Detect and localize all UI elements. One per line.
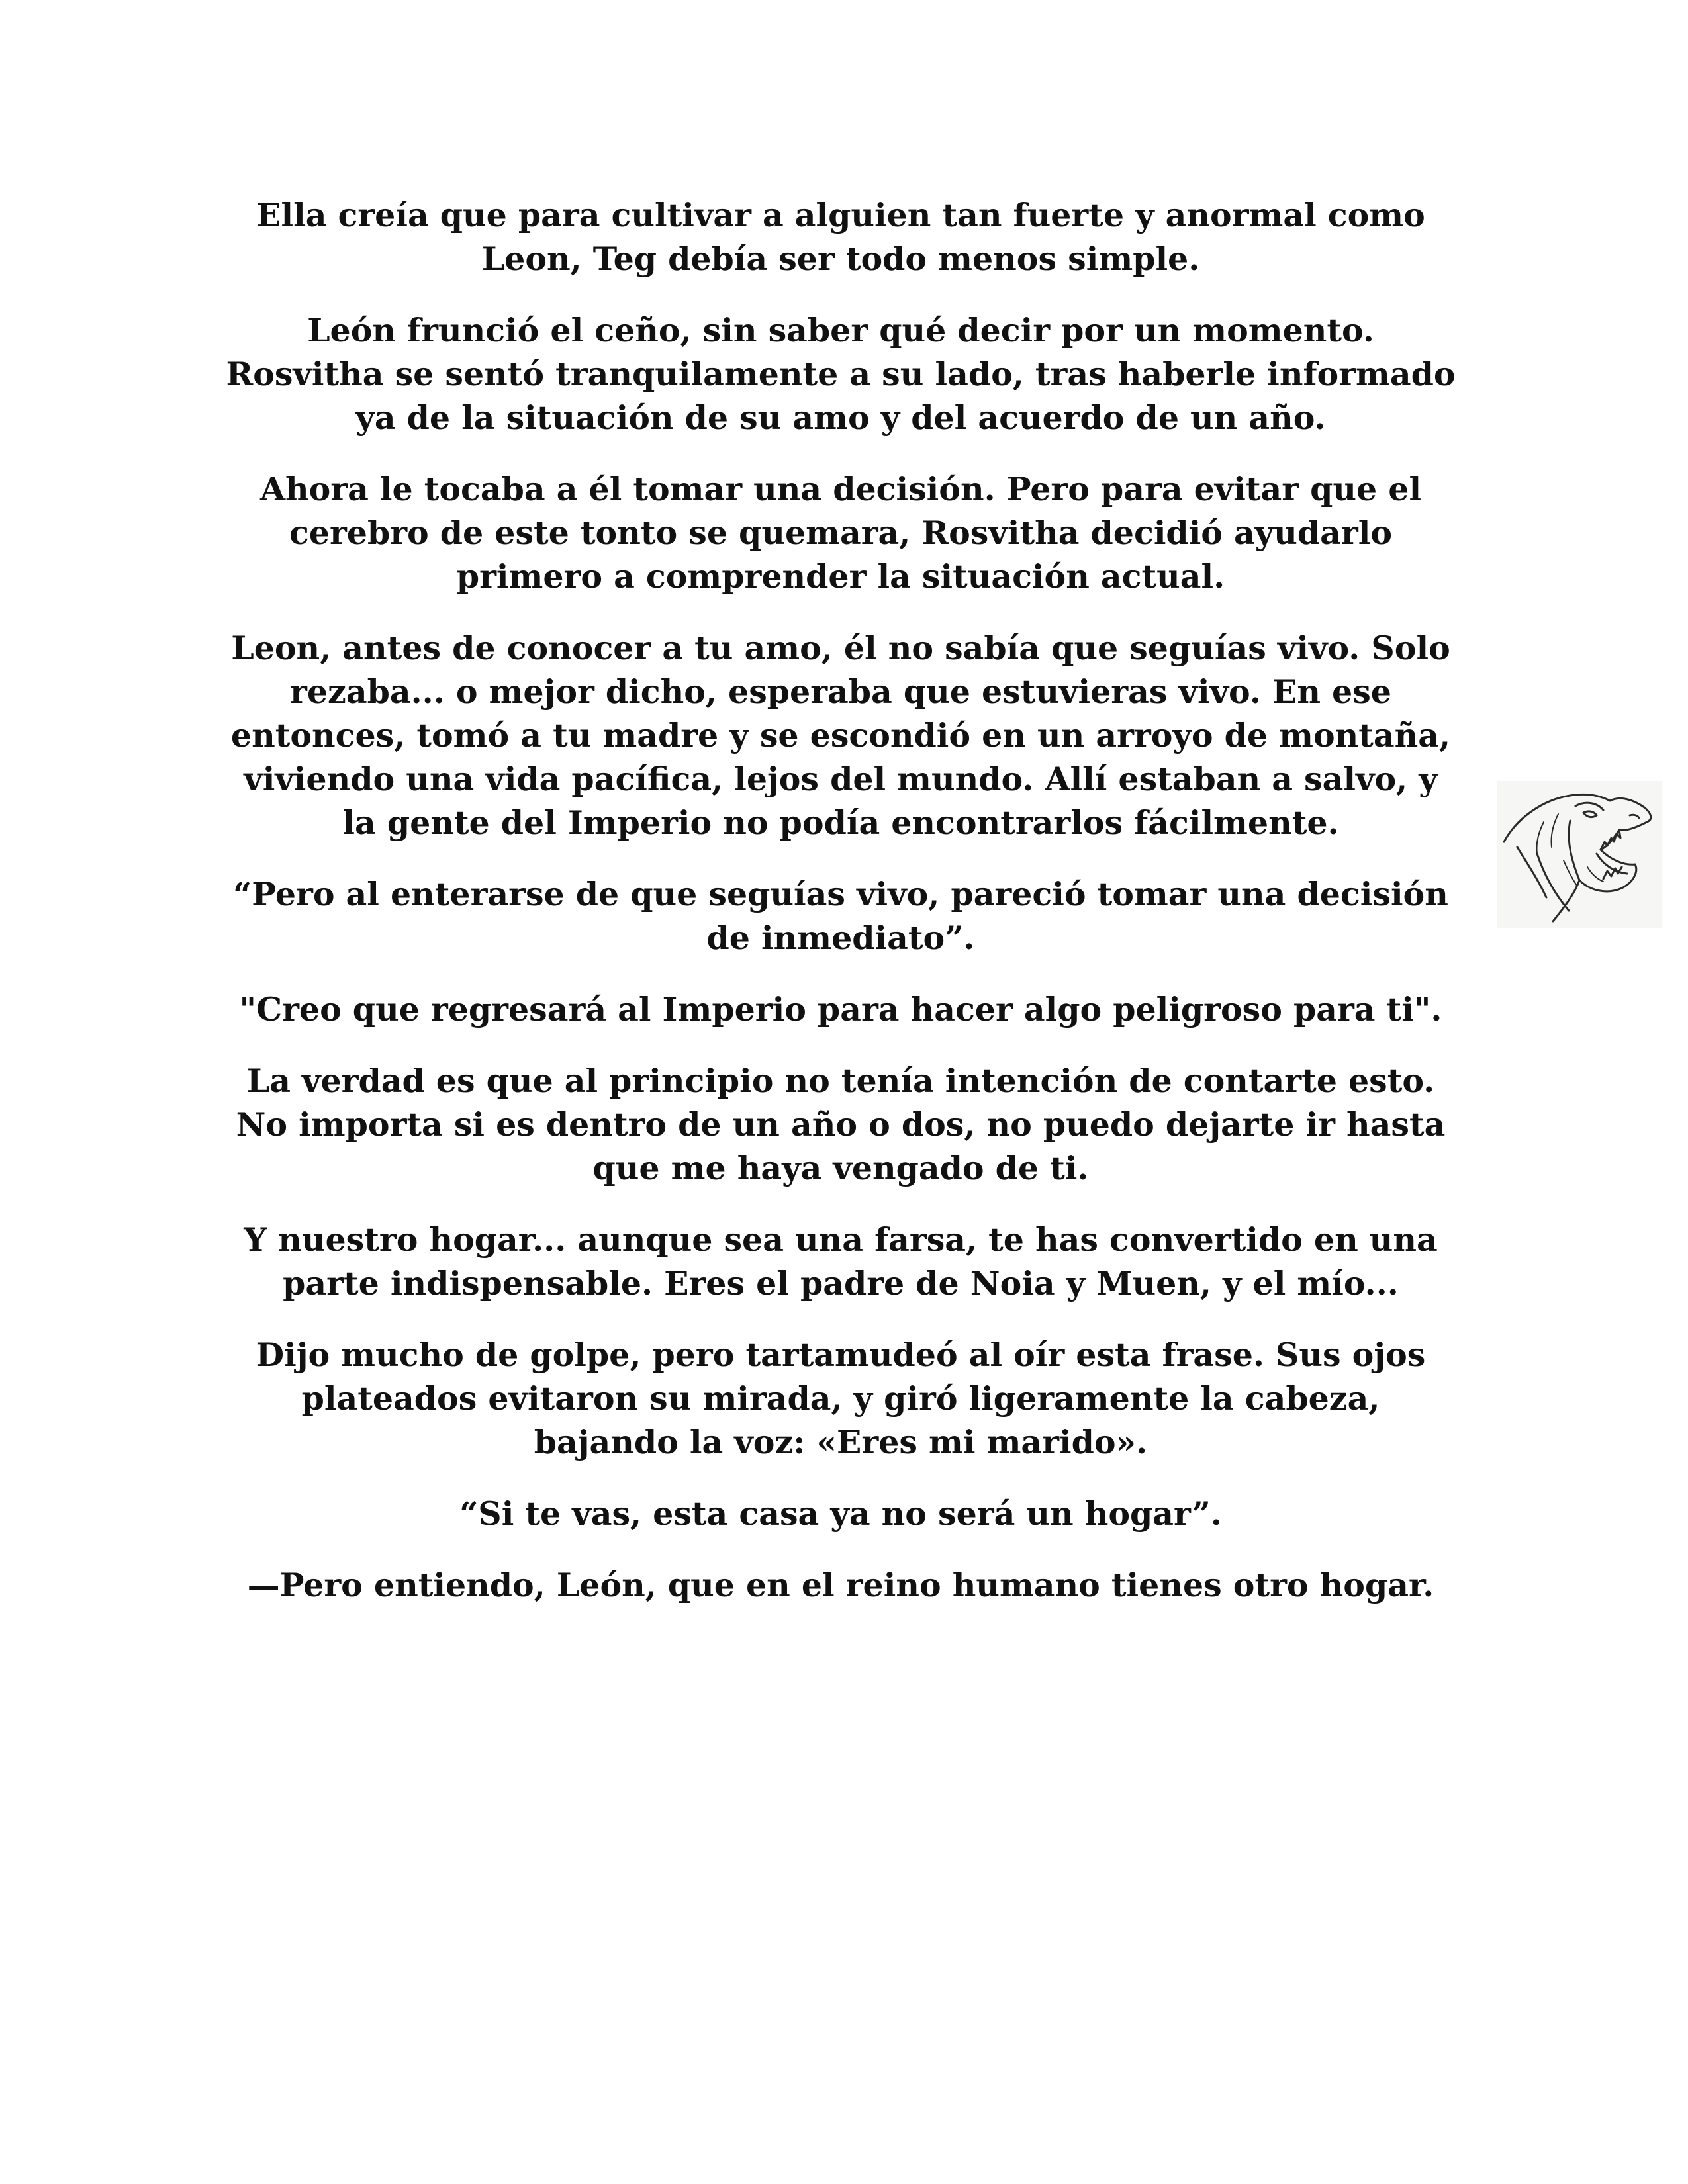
paragraph: —Pero entiendo, León, que en el reino humano tienes otro hogar. bbox=[247, 1566, 1434, 1604]
paragraph: Dijo mucho de golpe, pero tartamudeó al oír esta frase. Sus ojos plateados evitaron su mirada, y giró ligeramente la cabeza, bajando la voz: «Eres mi marido». bbox=[256, 1336, 1426, 1461]
paragraph: “Pero al enterarse de que seguías vivo, pareció tomar una decisión de inmediato”. bbox=[233, 875, 1448, 957]
paragraph: “Si te vas, esta casa ya no será un hogar”. bbox=[459, 1494, 1222, 1533]
paragraph: La verdad es que al principio no tenía intención de contarte esto. No importa si es dentro de un año o dos, no puedo dejarte ir hasta que me haya vengado de ti. bbox=[236, 1062, 1446, 1187]
paragraph: "Creo que regresará al Imperio para hacer algo peligroso para ti". bbox=[239, 990, 1442, 1028]
paragraph: Ella creía que para cultivar a alguien tan fuerte y anormal como Leon, Teg debía ser todo menos simple. bbox=[256, 196, 1425, 278]
paragraph: Y nuestro hogar... aunque sea una farsa, te has convertido en una parte indispensable. Eres el padre de Noia y Muen, y el mío... bbox=[244, 1220, 1438, 1302]
paragraph: Ahora le tocaba a él tomar una decisión. Pero para evitar que el cerebro de este tonto se quemara, Rosvitha decidió ayudarlo primero a comprender la situación actual. bbox=[259, 470, 1422, 596]
document-body bbox=[225, 193, 1456, 1635]
paragraph: León frunció el ceño, sin saber qué decir por un momento. Rosvitha se sentó tranquilamente a su lado, tras haberle informado ya de la situación de su amo y del acuerdo de un año. bbox=[226, 311, 1456, 437]
dinosaur-head-sketch-icon bbox=[1497, 781, 1662, 928]
paragraph: Leon, antes de conocer a tu amo, él no sabía que seguías vivo. Solo rezaba... o mejor dicho, esperaba que estuvieras vivo. En ese entonces, tomó a tu madre y se escondió en un arroyo de montaña, viviendo una vida pacífica, lejos del mundo. Allí estaban a salvo, y la gente del Imperio no podía encontrarlos fácilmente. bbox=[230, 629, 1451, 842]
